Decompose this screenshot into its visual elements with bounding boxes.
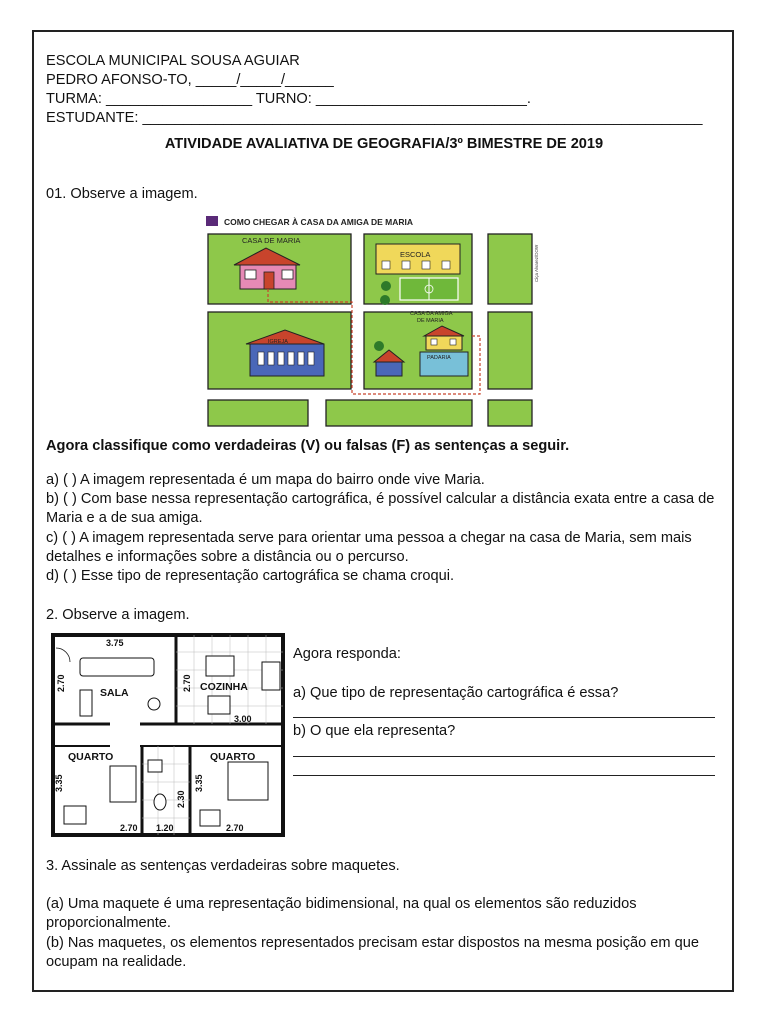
q2-prompt: 2. Observe a imagem. bbox=[46, 607, 190, 623]
q1-item-d: d) ( ) Esse tipo de representação cartográfica se chama croqui. bbox=[46, 568, 455, 584]
q2-question-a: a) Que tipo de representação cartográfica é essa? bbox=[293, 685, 619, 701]
dim-top: 3.75 bbox=[106, 638, 124, 648]
floor-plan bbox=[50, 632, 286, 838]
q3-item-b: (b) Nas maquetes, os elementos representados precisam estar dispostos na mesma posição em que ocupam na realidade. bbox=[46, 935, 699, 970]
label-casa-amiga-2: DE MARIA bbox=[417, 318, 444, 324]
dim-bottom-left: 2.70 bbox=[120, 823, 138, 833]
room-sala: SALA bbox=[100, 687, 129, 699]
q1-item-b: b) ( ) Com base nessa representação cartográfica, é possível calcular a distância exata entre a casa de Maria e a de sua amiga. bbox=[46, 491, 715, 526]
school-name: ESCOLA MUNICIPAL SOUSA AGUIAR bbox=[46, 53, 300, 69]
label-casa-amiga-1: CASA DA AMIGA bbox=[410, 311, 453, 317]
room-cozinha: COZINHA bbox=[200, 681, 248, 693]
block-right-bottom bbox=[488, 312, 532, 389]
label-escola: ESCOLA bbox=[400, 250, 431, 259]
dim-bottom-right: 2.70 bbox=[226, 823, 244, 833]
label-church: IGREJA bbox=[268, 339, 288, 345]
neighborhood-map bbox=[202, 212, 538, 432]
bed-left bbox=[110, 766, 136, 802]
school-building bbox=[376, 244, 460, 274]
dim-quarto-side-right: 3.35 bbox=[194, 774, 204, 792]
turma-turno-line: TURMA: __________________ TURNO: __________________________. bbox=[46, 91, 531, 107]
q3-item-a: (a) Uma maquete é uma representação bidimensional, na qual os elementos são reduzidos proporcionalmente. bbox=[46, 896, 637, 931]
dim-cozinha-bottom: 3.00 bbox=[234, 714, 252, 724]
room-quarto-right: QUARTO bbox=[210, 751, 256, 763]
dining-table bbox=[206, 656, 234, 676]
q1-item-a: a) ( ) A imagem representada é um mapa do bairro onde vive Maria. bbox=[46, 472, 485, 488]
answer-line-b1[interactable] bbox=[293, 756, 715, 757]
student-line: ESTUDANTE: _____________________________________________________________________ bbox=[46, 110, 703, 126]
map-credit: Ciça Alvarez/DOW bbox=[534, 244, 539, 282]
map-caption-marker bbox=[206, 216, 218, 226]
q2-answer-intro: Agora responda: bbox=[293, 646, 401, 662]
page-title: ATIVIDADE AVALIATIVA DE GEOGRAFIA/3º BIMESTRE DE 2019 bbox=[164, 136, 604, 152]
answer-line-b2[interactable] bbox=[293, 775, 715, 776]
sink bbox=[148, 760, 162, 772]
label-casa-maria: CASA DE MARIA bbox=[242, 236, 301, 245]
dim-banho-side: 2.30 bbox=[176, 790, 186, 808]
q1-item-c: c) ( ) A imagem representada serve para orientar uma pessoa a chegar na casa de Maria, sem mais detalhes e informações sobre a distância ou o percurso. bbox=[46, 530, 692, 565]
label-padaria: PADARIA bbox=[427, 355, 451, 361]
dim-sala-side: 2.70 bbox=[56, 674, 66, 692]
q3-prompt: 3. Assinale as sentenças verdadeiras sobre maquetes. bbox=[46, 858, 400, 874]
room-quarto-left: QUARTO bbox=[68, 751, 114, 763]
city-date-line: PEDRO AFONSO-TO, _____/_____/______ bbox=[46, 72, 334, 88]
sofa bbox=[80, 658, 154, 676]
q1-prompt: 01. Observe a imagem. bbox=[46, 186, 198, 202]
dim-bottom-mid: 1.20 bbox=[156, 823, 174, 833]
dim-quarto-side-left: 3.35 bbox=[54, 774, 64, 792]
map-caption: COMO CHEGAR À CASA DA AMIGA DE MARIA bbox=[224, 217, 414, 227]
answer-line-a[interactable] bbox=[293, 717, 715, 718]
q1-instruction: Agora classifique como verdadeiras (V) ou falsas (F) as sentenças a seguir. bbox=[46, 438, 570, 454]
toilet bbox=[154, 794, 166, 810]
stove bbox=[262, 662, 280, 690]
bed-right bbox=[228, 762, 268, 800]
block-right-top bbox=[488, 234, 532, 304]
dim-cozinha-side: 2.70 bbox=[182, 674, 192, 692]
q2-question-b: b) O que ela representa? bbox=[293, 723, 456, 739]
